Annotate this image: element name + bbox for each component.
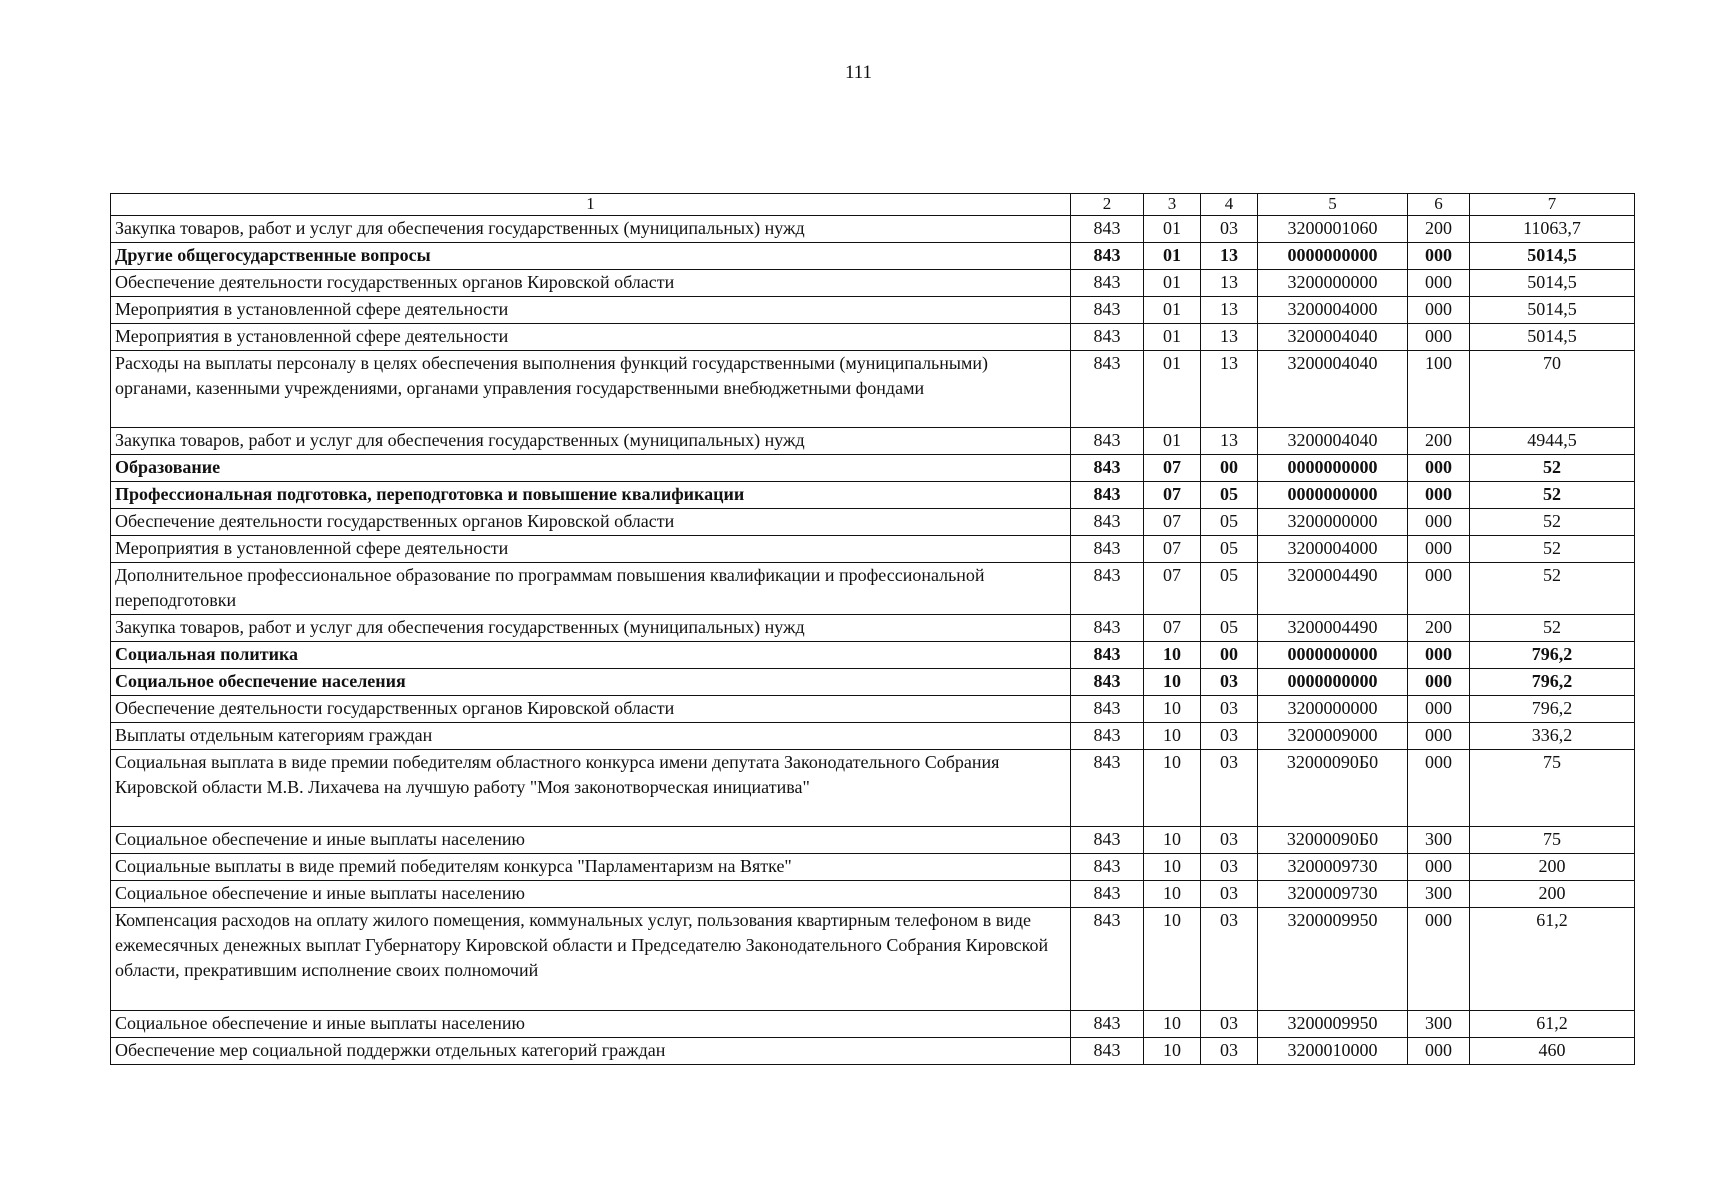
- row-code-4: 00: [1201, 642, 1258, 669]
- row-code-2: 843: [1071, 351, 1144, 428]
- row-code-3: 01: [1144, 324, 1201, 351]
- row-code-5: 3200004040: [1258, 351, 1408, 428]
- row-code-5: 3200004040: [1258, 324, 1408, 351]
- row-amount: 796,2: [1470, 669, 1635, 696]
- table-body: [111, 216, 1635, 1065]
- row-code-6: 200: [1408, 615, 1470, 642]
- row-code-5: 3200000000: [1258, 509, 1408, 536]
- row-amount: 11063,7: [1470, 216, 1635, 243]
- row-name: Образование: [111, 455, 1071, 482]
- row-code-4: 05: [1201, 615, 1258, 642]
- row-code-5: 0000000000: [1258, 455, 1408, 482]
- row-code-5: 3200010000: [1258, 1038, 1408, 1065]
- row-code-4: 13: [1201, 297, 1258, 324]
- budget-table: [110, 193, 1635, 1065]
- table-row: [111, 270, 1635, 297]
- row-code-3: 07: [1144, 615, 1201, 642]
- row-code-3: 07: [1144, 509, 1201, 536]
- row-code-6: 000: [1408, 696, 1470, 723]
- row-code-4: 03: [1201, 216, 1258, 243]
- row-code-4: 13: [1201, 243, 1258, 270]
- column-header: 6: [1408, 194, 1470, 216]
- row-amount: 796,2: [1470, 642, 1635, 669]
- row-code-5: 3200004000: [1258, 297, 1408, 324]
- table-row: [111, 1038, 1635, 1065]
- row-code-6: 000: [1408, 908, 1470, 1011]
- row-code-4: 03: [1201, 723, 1258, 750]
- row-code-4: 05: [1201, 509, 1258, 536]
- row-code-6: 000: [1408, 270, 1470, 297]
- row-code-5: 3200004000: [1258, 536, 1408, 563]
- row-code-3: 01: [1144, 270, 1201, 297]
- row-code-2: 843: [1071, 854, 1144, 881]
- row-code-6: 000: [1408, 455, 1470, 482]
- table-row: [111, 908, 1635, 1011]
- row-code-3: 01: [1144, 243, 1201, 270]
- row-code-2: 843: [1071, 1038, 1144, 1065]
- row-code-6: 000: [1408, 1038, 1470, 1065]
- row-code-2: 843: [1071, 243, 1144, 270]
- row-code-5: 0000000000: [1258, 669, 1408, 696]
- column-header: 5: [1258, 194, 1408, 216]
- table-row: [111, 428, 1635, 455]
- row-code-4: 05: [1201, 482, 1258, 509]
- row-code-5: 0000000000: [1258, 642, 1408, 669]
- row-name: Обеспечение мер социальной поддержки отдельных категорий граждан: [111, 1038, 1071, 1065]
- row-code-6: 200: [1408, 428, 1470, 455]
- row-code-6: 200: [1408, 216, 1470, 243]
- row-code-2: 843: [1071, 297, 1144, 324]
- row-code-5: 32000090Б0: [1258, 750, 1408, 827]
- row-code-6: 000: [1408, 669, 1470, 696]
- row-name: Социальная политика: [111, 642, 1071, 669]
- row-code-5: 3200009000: [1258, 723, 1408, 750]
- row-code-5: 3200004490: [1258, 563, 1408, 615]
- row-code-2: 843: [1071, 482, 1144, 509]
- row-code-6: 000: [1408, 297, 1470, 324]
- row-name: Дополнительное профессиональное образование по программам повышения квалификации и профессиональной переподготовки: [111, 563, 1071, 615]
- row-code-6: 000: [1408, 642, 1470, 669]
- row-code-6: 000: [1408, 482, 1470, 509]
- row-name: Социальное обеспечение и иные выплаты населению: [111, 881, 1071, 908]
- row-amount: 5014,5: [1470, 297, 1635, 324]
- row-name: Компенсация расходов на оплату жилого помещения, коммунальных услуг, пользования квартирным телефоном в виде ежемесячных денежных выплат Губернатору Кировской области и Председателю Законодательного Собрания Кировской области, прекратившим исполнение своих полномочий: [111, 908, 1071, 1011]
- row-amount: 5014,5: [1470, 324, 1635, 351]
- row-code-4: 05: [1201, 563, 1258, 615]
- table-row: [111, 881, 1635, 908]
- row-amount: 200: [1470, 881, 1635, 908]
- row-code-5: 3200009730: [1258, 854, 1408, 881]
- row-name: Расходы на выплаты персоналу в целях обеспечения выполнения функций государственными (муниципальными) органами, казенными учреждениями, органами управления государственными внебюджетными фондами: [111, 351, 1071, 428]
- row-code-2: 843: [1071, 536, 1144, 563]
- row-code-2: 843: [1071, 428, 1144, 455]
- row-name: Другие общегосударственные вопросы: [111, 243, 1071, 270]
- row-code-3: 07: [1144, 455, 1201, 482]
- row-amount: 796,2: [1470, 696, 1635, 723]
- row-code-4: 03: [1201, 854, 1258, 881]
- row-code-3: 10: [1144, 696, 1201, 723]
- row-name: Социальное обеспечение населения: [111, 669, 1071, 696]
- row-amount: 70: [1470, 351, 1635, 428]
- row-code-5: 32000090Б0: [1258, 827, 1408, 854]
- row-code-4: 13: [1201, 270, 1258, 297]
- table-row: [111, 243, 1635, 270]
- row-code-5: 3200004490: [1258, 615, 1408, 642]
- row-code-4: 03: [1201, 881, 1258, 908]
- table-row: [111, 324, 1635, 351]
- table-row: [111, 509, 1635, 536]
- row-code-4: 05: [1201, 536, 1258, 563]
- row-name: Мероприятия в установленной сфере деятельности: [111, 324, 1071, 351]
- row-name: Социальные выплаты в виде премий победителям конкурса "Парламентаризм на Вятке": [111, 854, 1071, 881]
- column-header: 3: [1144, 194, 1201, 216]
- row-code-2: 843: [1071, 881, 1144, 908]
- row-code-4: 03: [1201, 696, 1258, 723]
- table-row: [111, 750, 1635, 827]
- table-row: [111, 669, 1635, 696]
- row-code-2: 843: [1071, 1011, 1144, 1038]
- row-code-6: 000: [1408, 536, 1470, 563]
- row-name: Обеспечение деятельности государственных органов Кировской области: [111, 696, 1071, 723]
- row-name: Обеспечение деятельности государственных органов Кировской области: [111, 509, 1071, 536]
- table-row: [111, 536, 1635, 563]
- table-row: [111, 482, 1635, 509]
- row-code-3: 10: [1144, 827, 1201, 854]
- table-row: [111, 696, 1635, 723]
- row-code-6: 000: [1408, 509, 1470, 536]
- row-code-3: 10: [1144, 750, 1201, 827]
- table-row: [111, 1011, 1635, 1038]
- row-code-3: 07: [1144, 482, 1201, 509]
- row-code-3: 10: [1144, 854, 1201, 881]
- row-code-5: 0000000000: [1258, 243, 1408, 270]
- row-code-3: 10: [1144, 881, 1201, 908]
- row-amount: 75: [1470, 750, 1635, 827]
- row-code-6: 000: [1408, 563, 1470, 615]
- row-name: Мероприятия в установленной сфере деятельности: [111, 297, 1071, 324]
- row-amount: 52: [1470, 563, 1635, 615]
- row-code-4: 13: [1201, 428, 1258, 455]
- row-code-6: 000: [1408, 243, 1470, 270]
- row-code-6: 100: [1408, 351, 1470, 428]
- table-row: [111, 854, 1635, 881]
- table-row: [111, 827, 1635, 854]
- column-header: 2: [1071, 194, 1144, 216]
- row-code-2: 843: [1071, 270, 1144, 297]
- row-code-6: 000: [1408, 854, 1470, 881]
- row-code-2: 843: [1071, 827, 1144, 854]
- row-name: Мероприятия в установленной сфере деятельности: [111, 536, 1071, 563]
- row-code-6: 300: [1408, 881, 1470, 908]
- header-row: [111, 194, 1635, 216]
- row-code-5: 3200004040: [1258, 428, 1408, 455]
- row-code-4: 13: [1201, 351, 1258, 428]
- row-code-3: 10: [1144, 723, 1201, 750]
- row-code-2: 843: [1071, 324, 1144, 351]
- row-code-3: 01: [1144, 351, 1201, 428]
- row-code-2: 843: [1071, 509, 1144, 536]
- row-amount: 52: [1470, 536, 1635, 563]
- table-row: [111, 297, 1635, 324]
- row-code-2: 843: [1071, 642, 1144, 669]
- row-code-2: 843: [1071, 696, 1144, 723]
- row-name: Обеспечение деятельности государственных органов Кировской области: [111, 270, 1071, 297]
- row-code-5: 3200001060: [1258, 216, 1408, 243]
- row-name: Закупка товаров, работ и услуг для обеспечения государственных (муниципальных) нужд: [111, 615, 1071, 642]
- column-header: 4: [1201, 194, 1258, 216]
- row-code-6: 300: [1408, 827, 1470, 854]
- row-code-6: 000: [1408, 324, 1470, 351]
- row-name: Социальное обеспечение и иные выплаты населению: [111, 1011, 1071, 1038]
- row-code-5: 3200000000: [1258, 696, 1408, 723]
- row-code-3: 10: [1144, 908, 1201, 1011]
- row-amount: 4944,5: [1470, 428, 1635, 455]
- row-amount: 200: [1470, 854, 1635, 881]
- row-code-2: 843: [1071, 723, 1144, 750]
- row-code-4: 03: [1201, 908, 1258, 1011]
- row-code-3: 10: [1144, 1038, 1201, 1065]
- row-code-2: 843: [1071, 563, 1144, 615]
- row-code-2: 843: [1071, 216, 1144, 243]
- table-row: [111, 216, 1635, 243]
- row-code-4: 03: [1201, 750, 1258, 827]
- row-amount: 52: [1470, 482, 1635, 509]
- row-code-3: 07: [1144, 536, 1201, 563]
- row-code-3: 01: [1144, 297, 1201, 324]
- row-code-4: 03: [1201, 1011, 1258, 1038]
- row-amount: 5014,5: [1470, 270, 1635, 297]
- row-code-5: 3200009950: [1258, 908, 1408, 1011]
- row-code-2: 843: [1071, 908, 1144, 1011]
- row-code-3: 10: [1144, 1011, 1201, 1038]
- row-code-4: 03: [1201, 827, 1258, 854]
- row-code-6: 000: [1408, 723, 1470, 750]
- row-name: Профессиональная подготовка, переподготовка и повышение квалификации: [111, 482, 1071, 509]
- row-name: Закупка товаров, работ и услуг для обеспечения государственных (муниципальных) нужд: [111, 216, 1071, 243]
- row-code-5: 3200009730: [1258, 881, 1408, 908]
- table-row: [111, 351, 1635, 428]
- row-code-4: 03: [1201, 1038, 1258, 1065]
- row-name: Социальное обеспечение и иные выплаты населению: [111, 827, 1071, 854]
- row-amount: 52: [1470, 615, 1635, 642]
- row-code-6: 300: [1408, 1011, 1470, 1038]
- row-code-5: 0000000000: [1258, 482, 1408, 509]
- row-code-5: 3200000000: [1258, 270, 1408, 297]
- row-code-3: 10: [1144, 642, 1201, 669]
- row-name: Социальная выплата в виде премии победителям областного конкурса имени депутата Законодательного Собрания Кировской области М.В. Лихачева на лучшую работу "Моя законотворческая инициатива": [111, 750, 1071, 827]
- row-code-4: 03: [1201, 669, 1258, 696]
- row-code-3: 01: [1144, 428, 1201, 455]
- column-header: 1: [111, 194, 1071, 216]
- row-code-5: 3200009950: [1258, 1011, 1408, 1038]
- row-amount: 460: [1470, 1038, 1635, 1065]
- row-code-2: 843: [1071, 750, 1144, 827]
- row-amount: 61,2: [1470, 908, 1635, 1011]
- row-code-3: 07: [1144, 563, 1201, 615]
- row-code-2: 843: [1071, 615, 1144, 642]
- row-amount: 336,2: [1470, 723, 1635, 750]
- row-amount: 5014,5: [1470, 243, 1635, 270]
- page-number: 111: [844, 62, 873, 83]
- table-row: [111, 563, 1635, 615]
- row-code-2: 843: [1071, 455, 1144, 482]
- row-name: Закупка товаров, работ и услуг для обеспечения государственных (муниципальных) нужд: [111, 428, 1071, 455]
- row-amount: 52: [1470, 509, 1635, 536]
- table-row: [111, 455, 1635, 482]
- row-code-3: 01: [1144, 216, 1201, 243]
- row-code-4: 00: [1201, 455, 1258, 482]
- row-code-3: 10: [1144, 669, 1201, 696]
- table-row: [111, 642, 1635, 669]
- column-header: 7: [1470, 194, 1635, 216]
- table-row: [111, 723, 1635, 750]
- row-code-4: 13: [1201, 324, 1258, 351]
- table-row: [111, 615, 1635, 642]
- row-amount: 61,2: [1470, 1011, 1635, 1038]
- row-name: Выплаты отдельным категориям граждан: [111, 723, 1071, 750]
- row-amount: 52: [1470, 455, 1635, 482]
- row-code-2: 843: [1071, 669, 1144, 696]
- row-amount: 75: [1470, 827, 1635, 854]
- row-code-6: 000: [1408, 750, 1470, 827]
